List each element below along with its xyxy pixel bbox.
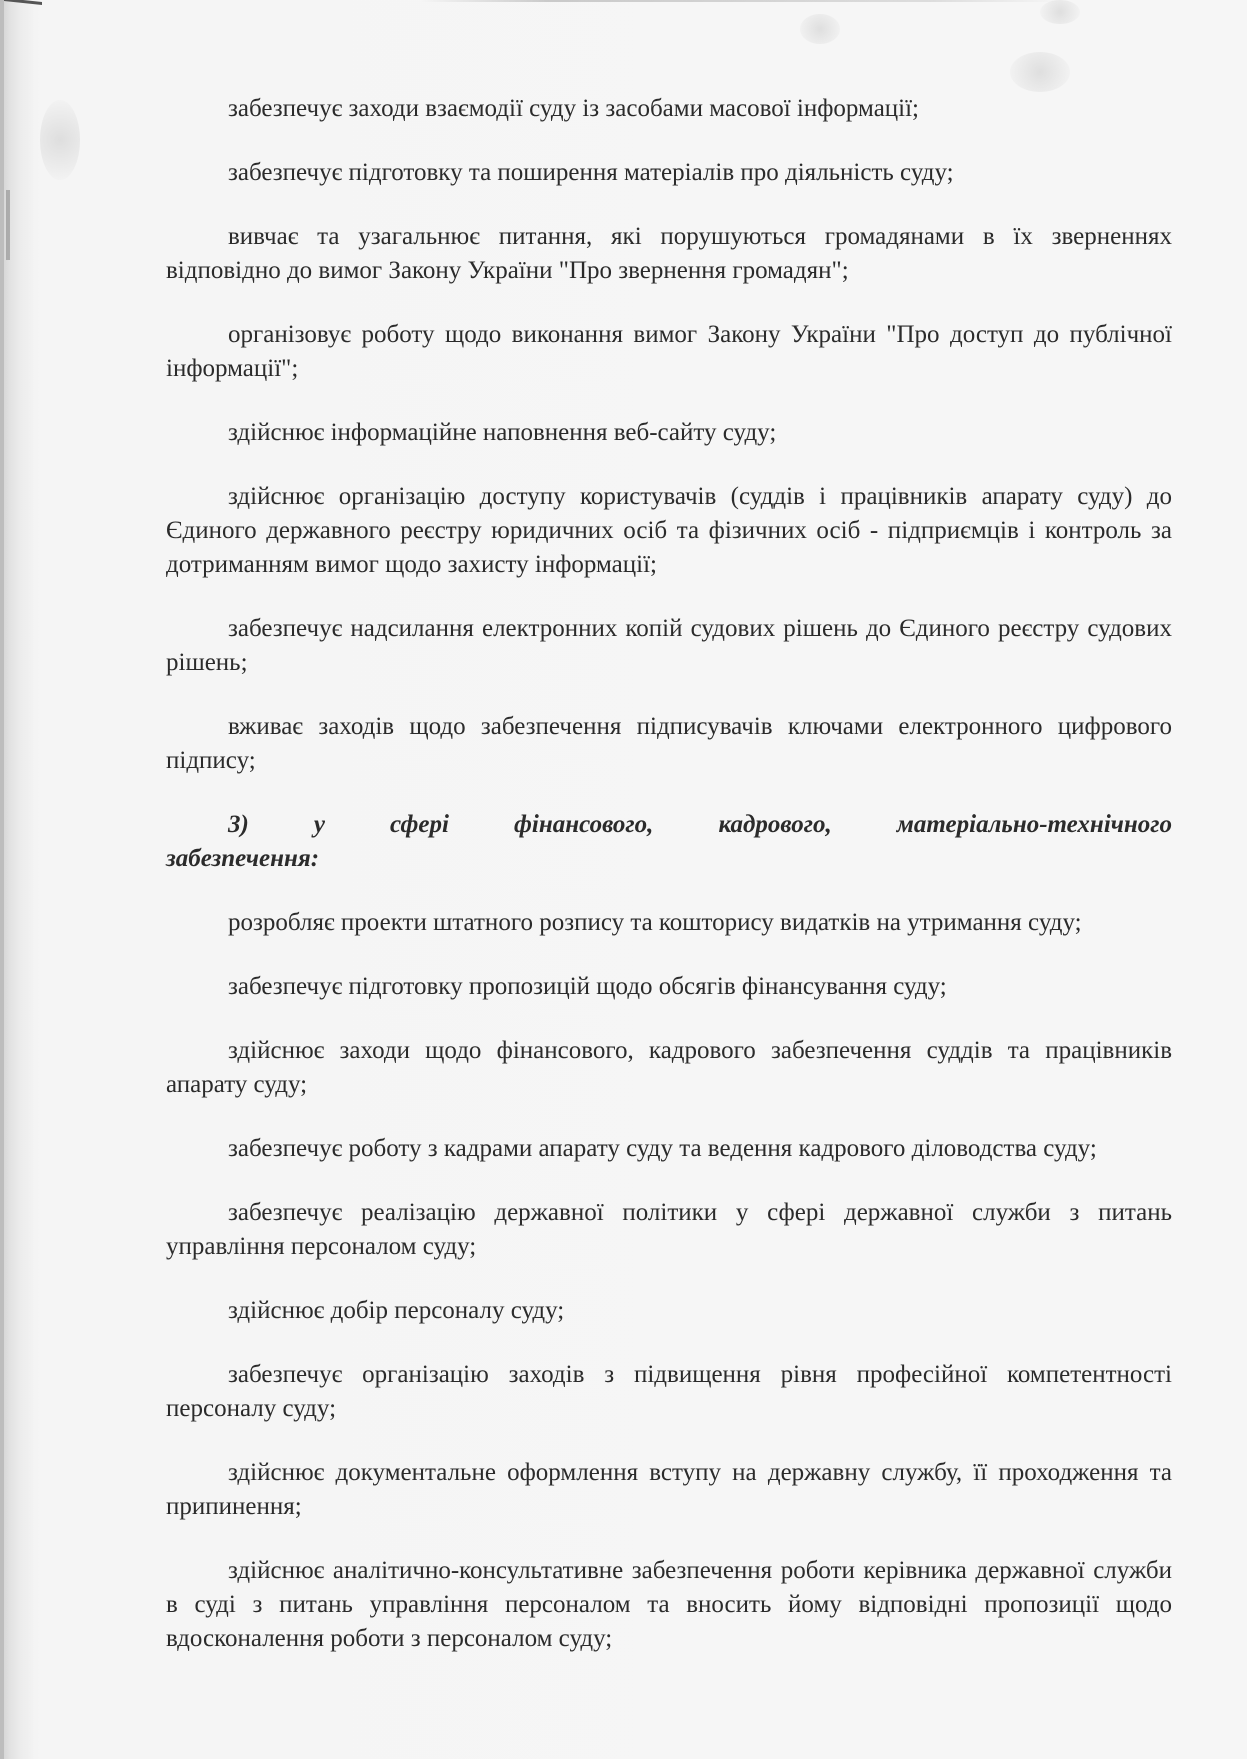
paragraph: забезпечує підготовку пропозицій щодо обсягів фінансування суду;: [228, 973, 947, 1000]
paragraph: здійснює документальне оформлення вступу на державну службу, її проходження та припинення;: [166, 1459, 1172, 1520]
paragraph: здійснює організацію доступу користувачів (суддів і працівників апарату суду) до Єдиного державного реєстру юридичних осіб та фізичних осіб - підприємців і контроль за дотриманням вимог щодо захисту інформації;: [166, 483, 1172, 578]
document-body: [166, 92, 1172, 1686]
paragraph: забезпечує реалізацію державної політики у сфері державної служби з питань управління персоналом суду;: [166, 1199, 1172, 1260]
paragraph: здійснює заходи щодо фінансового, кадрового забезпечення суддів та працівників апарату суду;: [166, 1037, 1172, 1098]
scan-smudge: [1040, 0, 1080, 24]
section-heading: [166, 808, 1172, 876]
paragraph: забезпечує заходи взаємодії суду із засобами масової інформації;: [228, 95, 920, 122]
binding-mark-lower: [6, 190, 10, 260]
scan-edge-line: [0, 0, 4, 1759]
paragraph: здійснює аналітично-консультативне забезпечення роботи керівника державної служби в суді з питань управління персоналом та вносить йому відповідні пропозиції щодо вдосконалення роботи з персоналом суду;: [166, 1557, 1172, 1652]
section-heading-line2: забезпечення:: [166, 845, 320, 872]
paragraph: забезпечує надсилання електронних копій судових рішень до Єдиного реєстру судових рішень;: [166, 615, 1172, 676]
scan-left-edge: [0, 0, 34, 1759]
paragraph: забезпечує роботу з кадрами апарату суду та ведення кадрового діловодства суду;: [228, 1135, 1097, 1162]
paragraph: вживає заходів щодо забезпечення підписувачів ключами електронного цифрового підпису;: [166, 713, 1172, 774]
paragraph: забезпечує організацію заходів з підвищення рівня професійної компетентності персоналу суду;: [166, 1361, 1172, 1422]
paragraph: здійснює інформаційне наповнення веб-сайту суду;: [228, 419, 777, 446]
scan-smudge: [800, 14, 840, 44]
paragraph: забезпечує підготовку та поширення матеріалів про діяльність суду;: [228, 159, 954, 186]
paragraph: здійснює добір персоналу суду;: [228, 1297, 565, 1324]
scan-smudge: [40, 100, 80, 180]
paragraph: вивчає та узагальнює питання, які порушуються громадянами в їх зверненнях відповідно до вимог Закону України "Про звернення громадян";: [166, 223, 1172, 284]
scan-smudge: [1010, 52, 1070, 92]
section-heading-line1: 3) у сфері фінансового, кадрового, матеріально-технічного: [228, 811, 1172, 838]
paragraph: організовує роботу щодо виконання вимог Закону України "Про доступ до публічної інформації";: [166, 321, 1172, 382]
paragraph: розробляє проекти штатного розпису та кошторису видатків на утримання суду;: [228, 909, 1082, 936]
scan-top-line: [420, 0, 1060, 2]
